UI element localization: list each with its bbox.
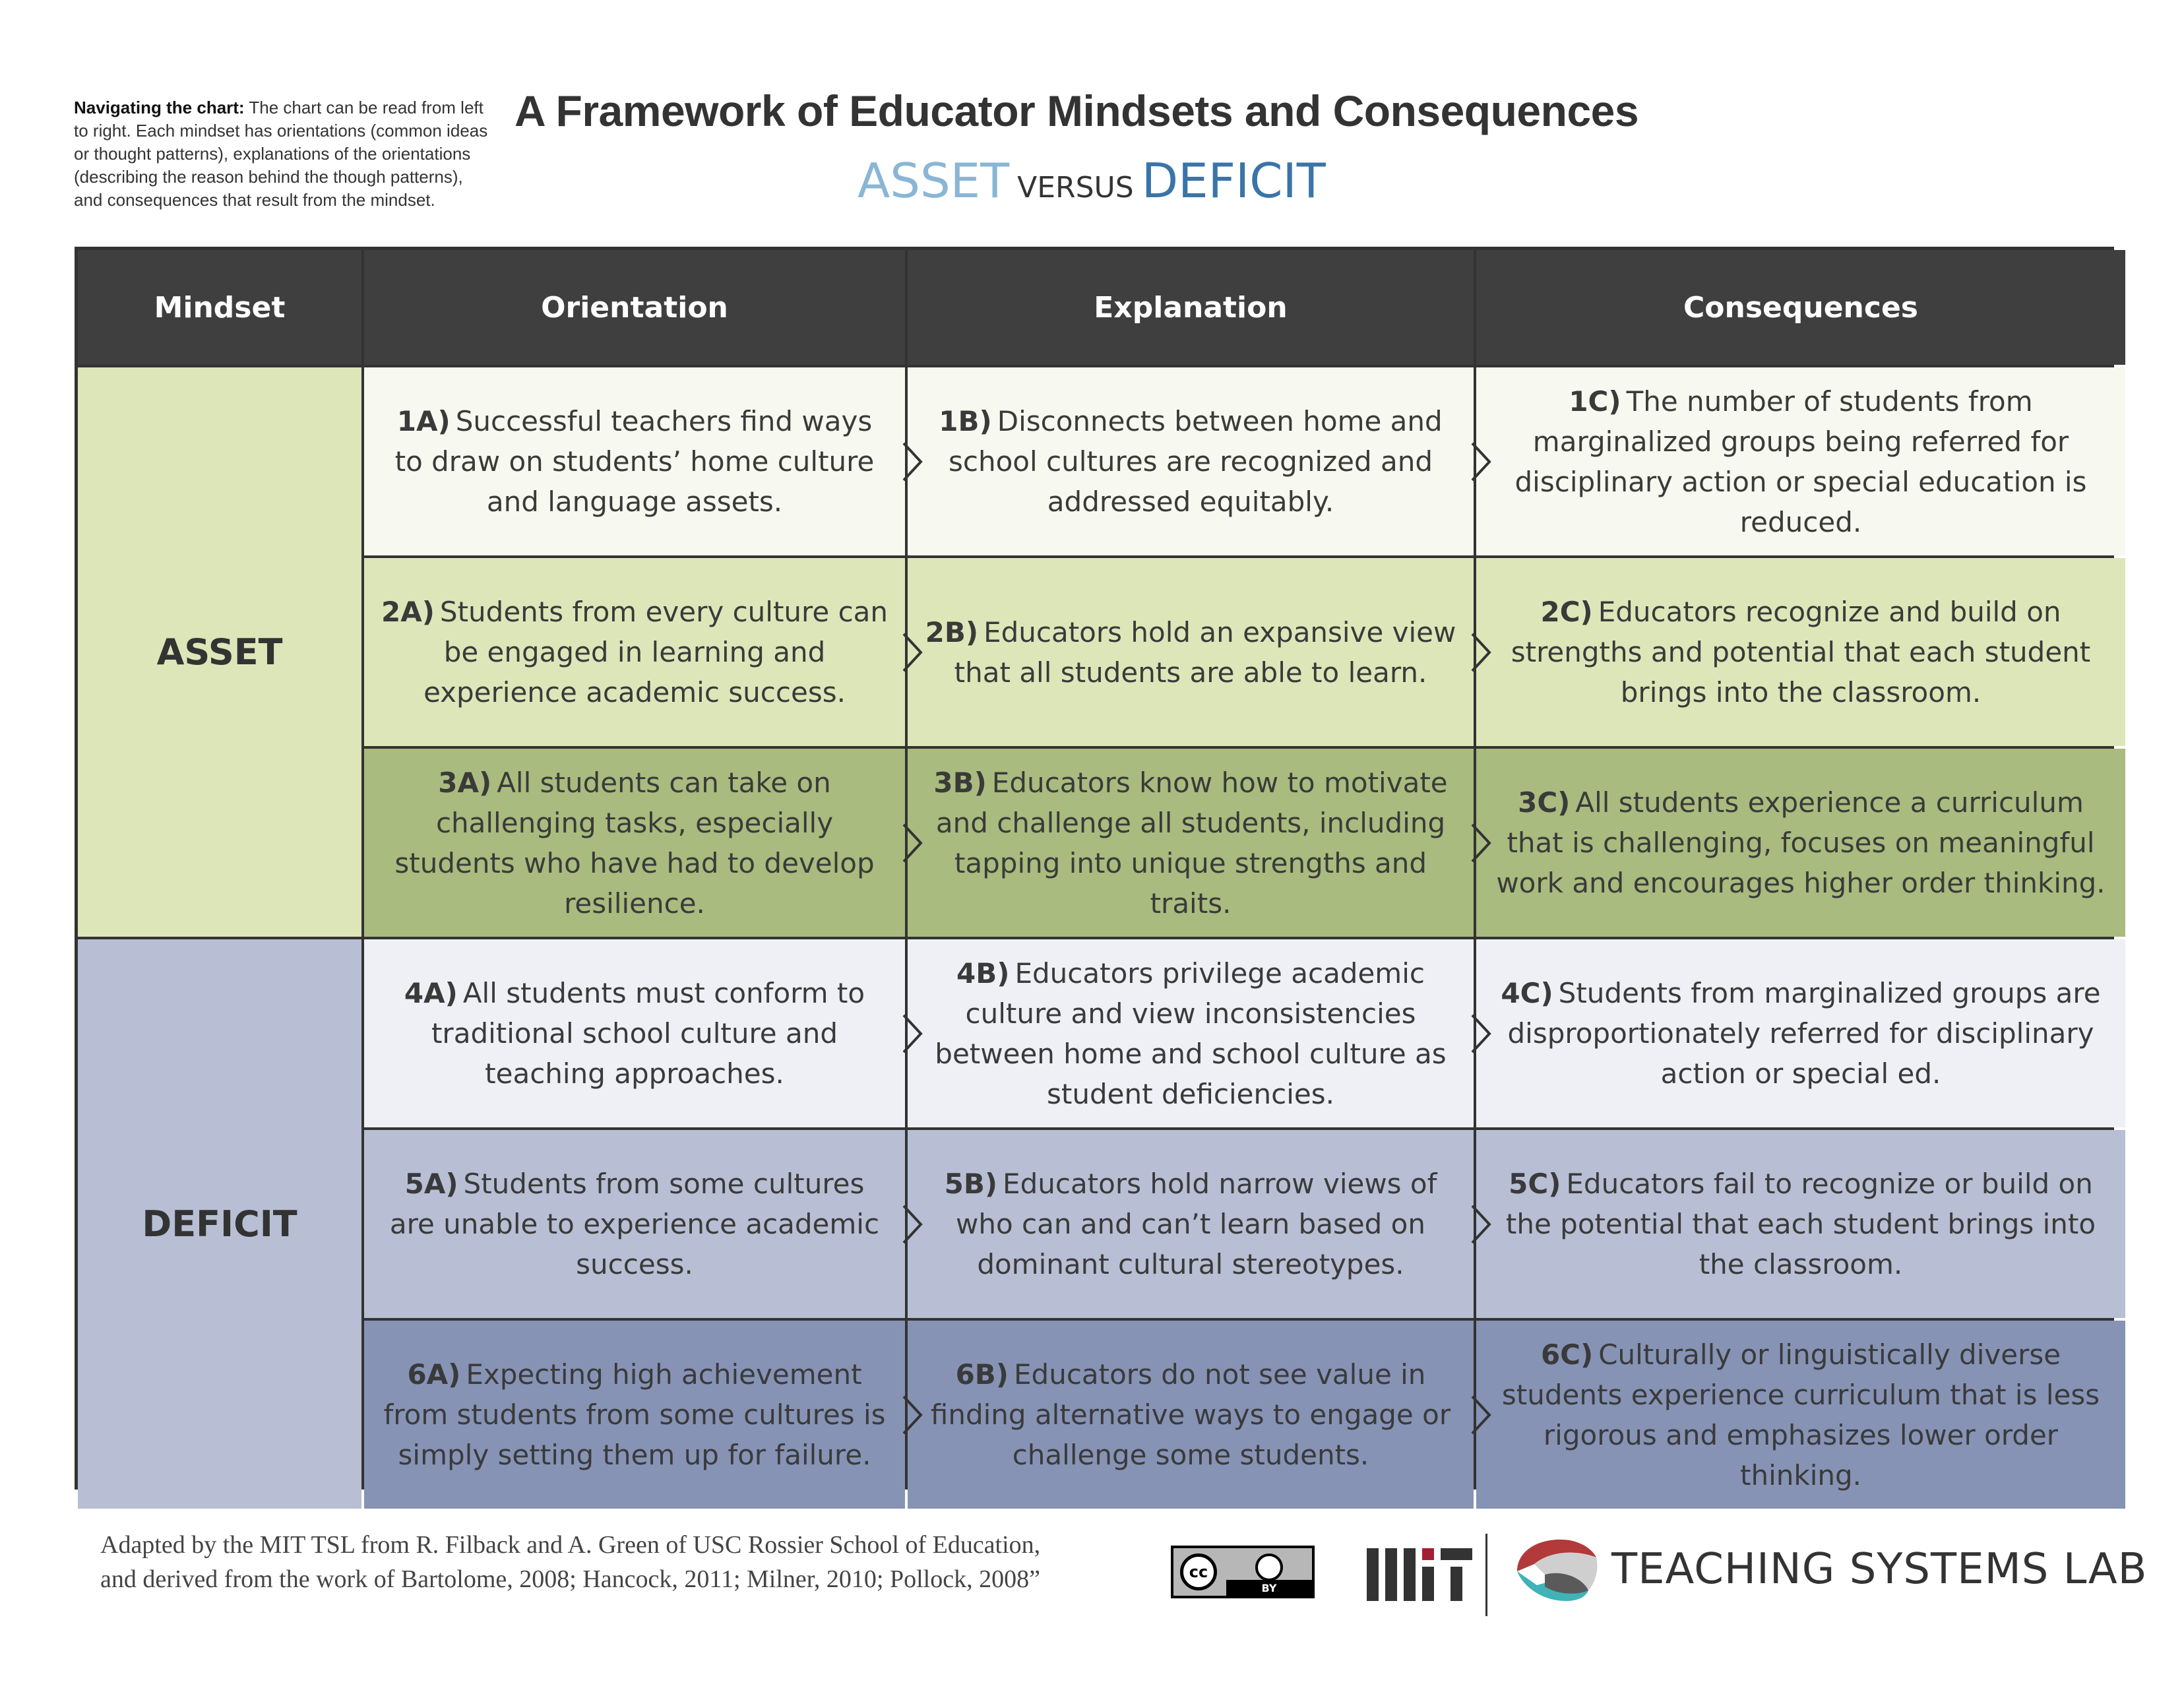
page-subtitle <box>858 153 1326 208</box>
consequence-2c <box>1476 558 2125 746</box>
explanation-4b <box>908 939 1474 1127</box>
text-1c: The number of students from marginalized groups being referred for disciplinary action or special education is reduced. <box>1514 385 2087 538</box>
cc-by-license-badge <box>1171 1546 1315 1598</box>
text-4c: Students from marginalized groups are disproportionately referred for disciplinary action or special ed. <box>1507 977 2101 1090</box>
orientation-4a <box>364 939 905 1127</box>
cc-icon: cc <box>1180 1553 1217 1590</box>
code-4c: 4C) <box>1501 977 1553 1009</box>
chevron-right-icon <box>1470 1014 1493 1053</box>
code-5a: 5A) <box>404 1168 458 1200</box>
orientation-6a <box>364 1321 905 1509</box>
explanation-5b <box>908 1130 1474 1318</box>
text-2a: Students from every culture can be engaged in learning and experience academic success. <box>423 596 889 708</box>
text-3b: Educators know how to motivate and challenge all students, including tapping into unique strengths and traits. <box>935 766 1448 920</box>
navigation-note-label: Navigating the chart: <box>74 98 245 117</box>
consequence-6c <box>1476 1321 2125 1509</box>
navigation-note-text: The chart can be read from left to right. Each mindset has orientations (common ideas or thought patterns), explanations of the orientations (describing the reason behind the though patterns), and consequences that result from the mindset. <box>74 98 488 210</box>
consequence-3c <box>1476 749 2125 937</box>
chevron-right-icon <box>1470 633 1493 672</box>
text-3a: All students can take on challenging tasks, especially students who have had to develop resilience. <box>394 766 875 920</box>
explanation-2b <box>908 558 1474 746</box>
text-2c: Educators recognize and build on strengths and potential that each student brings into the classroom. <box>1511 596 2091 708</box>
explanation-6b <box>908 1321 1474 1509</box>
lab-name: TEACHING SYSTEMS LAB <box>1611 1545 2148 1594</box>
text-6c: Culturally or linguistically diverse students experience curriculum that is less rigorous and emphasizes lower order thinking. <box>1501 1338 2100 1491</box>
code-3b: 3B) <box>933 766 987 799</box>
code-5c: 5C) <box>1509 1168 1561 1200</box>
code-2a: 2A) <box>381 596 435 628</box>
code-1b: 1B) <box>939 405 992 437</box>
text-1a: Successful teachers find ways to draw on students’ home culture and language assets. <box>394 405 875 518</box>
chevron-right-icon <box>901 1014 925 1053</box>
chevron-right-icon <box>1470 823 1493 863</box>
chevron-right-icon <box>1470 1205 1493 1244</box>
text-4a: All students must conform to traditional school culture and teaching approaches. <box>431 977 865 1090</box>
text-4b: Educators privilege academic culture and view inconsistencies between home and school culture as student deficiencies. <box>935 957 1447 1110</box>
text-5b: Educators hold narrow views of who can and can’t learn based on dominant cultural stereotypes. <box>956 1168 1437 1280</box>
orientation-2a <box>364 558 905 746</box>
chevron-right-icon <box>1470 442 1493 482</box>
chevron-right-icon <box>901 823 925 863</box>
header-consequences: Consequences <box>1476 250 2125 365</box>
subtitle-versus: VERSUS <box>1017 171 1134 204</box>
mit-logo-icon <box>1367 1548 1472 1601</box>
chevron-right-icon <box>901 1395 925 1435</box>
attribution <box>100 1528 1156 1596</box>
code-6c: 6C) <box>1540 1338 1594 1371</box>
attribution-person-icon <box>1255 1553 1283 1581</box>
logo-divider <box>1485 1534 1487 1616</box>
code-2b: 2B) <box>925 615 979 648</box>
code-4a: 4A) <box>404 977 458 1009</box>
cc-by-label: BY <box>1226 1580 1312 1596</box>
consequence-5c <box>1476 1130 2125 1318</box>
chevron-right-icon <box>901 1205 925 1244</box>
navigation-note <box>74 96 496 212</box>
subtitle-deficit: DEFICIT <box>1141 153 1326 208</box>
consequence-1c <box>1476 367 2125 555</box>
code-5b: 5B) <box>944 1168 998 1200</box>
code-3c: 3C) <box>1518 786 1571 819</box>
chevron-right-icon <box>901 442 925 482</box>
page-title: A Framework of Educator Mindsets and Consequences <box>515 86 1639 135</box>
consequence-4c <box>1476 939 2125 1127</box>
text-6b: Educators do not see value in finding alternative ways to engage or challenge some students. <box>930 1358 1451 1471</box>
code-6b: 6B) <box>955 1358 1009 1391</box>
code-4b: 4B) <box>956 957 1010 989</box>
orientation-1a <box>364 367 905 555</box>
header-mindset: Mindset <box>78 250 361 365</box>
header-explanation: Explanation <box>908 250 1474 365</box>
text-3c: All students experience a curriculum that is challenging, focuses on meaningful work and encourages higher order thinking. <box>1496 786 2106 899</box>
orientation-5a <box>364 1130 905 1318</box>
attribution-line-1: Adapted by the MIT TSL from R. Filback and A. Green of USC Rossier School of Education, <box>100 1531 1041 1559</box>
text-2b: Educators hold an expansive view that all students are able to learn. <box>954 615 1456 689</box>
teaching-systems-lab-logo-icon <box>1511 1535 1600 1608</box>
mindset-asset: ASSET <box>78 367 361 937</box>
code-1c: 1C) <box>1569 385 1621 418</box>
explanation-1b <box>908 367 1474 555</box>
framework-table <box>75 247 2114 1490</box>
orientation-3a <box>364 749 905 937</box>
text-1b: Disconnects between home and school cultures are recognized and addressed equitably. <box>949 405 1443 518</box>
attribution-line-2: and derived from the work of Bartolome, 2008; Hancock, 2011; Milner, 2010; Pollock, 2008” <box>100 1565 1040 1593</box>
explanation-3b <box>908 749 1474 937</box>
text-5c: Educators fail to recognize or build on the potential that each student brings into the classroom. <box>1505 1168 2096 1280</box>
text-6a: Expecting high achievement from students from some cultures is simply setting them up for failure. <box>383 1358 886 1471</box>
header-orientation: Orientation <box>364 250 905 365</box>
text-5a: Students from some cultures are unable to experience academic success. <box>389 1168 880 1280</box>
chevron-right-icon <box>1470 1395 1493 1435</box>
subtitle-asset: ASSET <box>858 153 1010 208</box>
code-1a: 1A) <box>396 405 451 437</box>
code-3a: 3A) <box>438 766 492 799</box>
code-6a: 6A) <box>407 1358 461 1391</box>
chevron-right-icon <box>901 633 925 672</box>
mindset-deficit: DEFICIT <box>78 939 361 1509</box>
code-2c: 2C) <box>1540 596 1593 628</box>
